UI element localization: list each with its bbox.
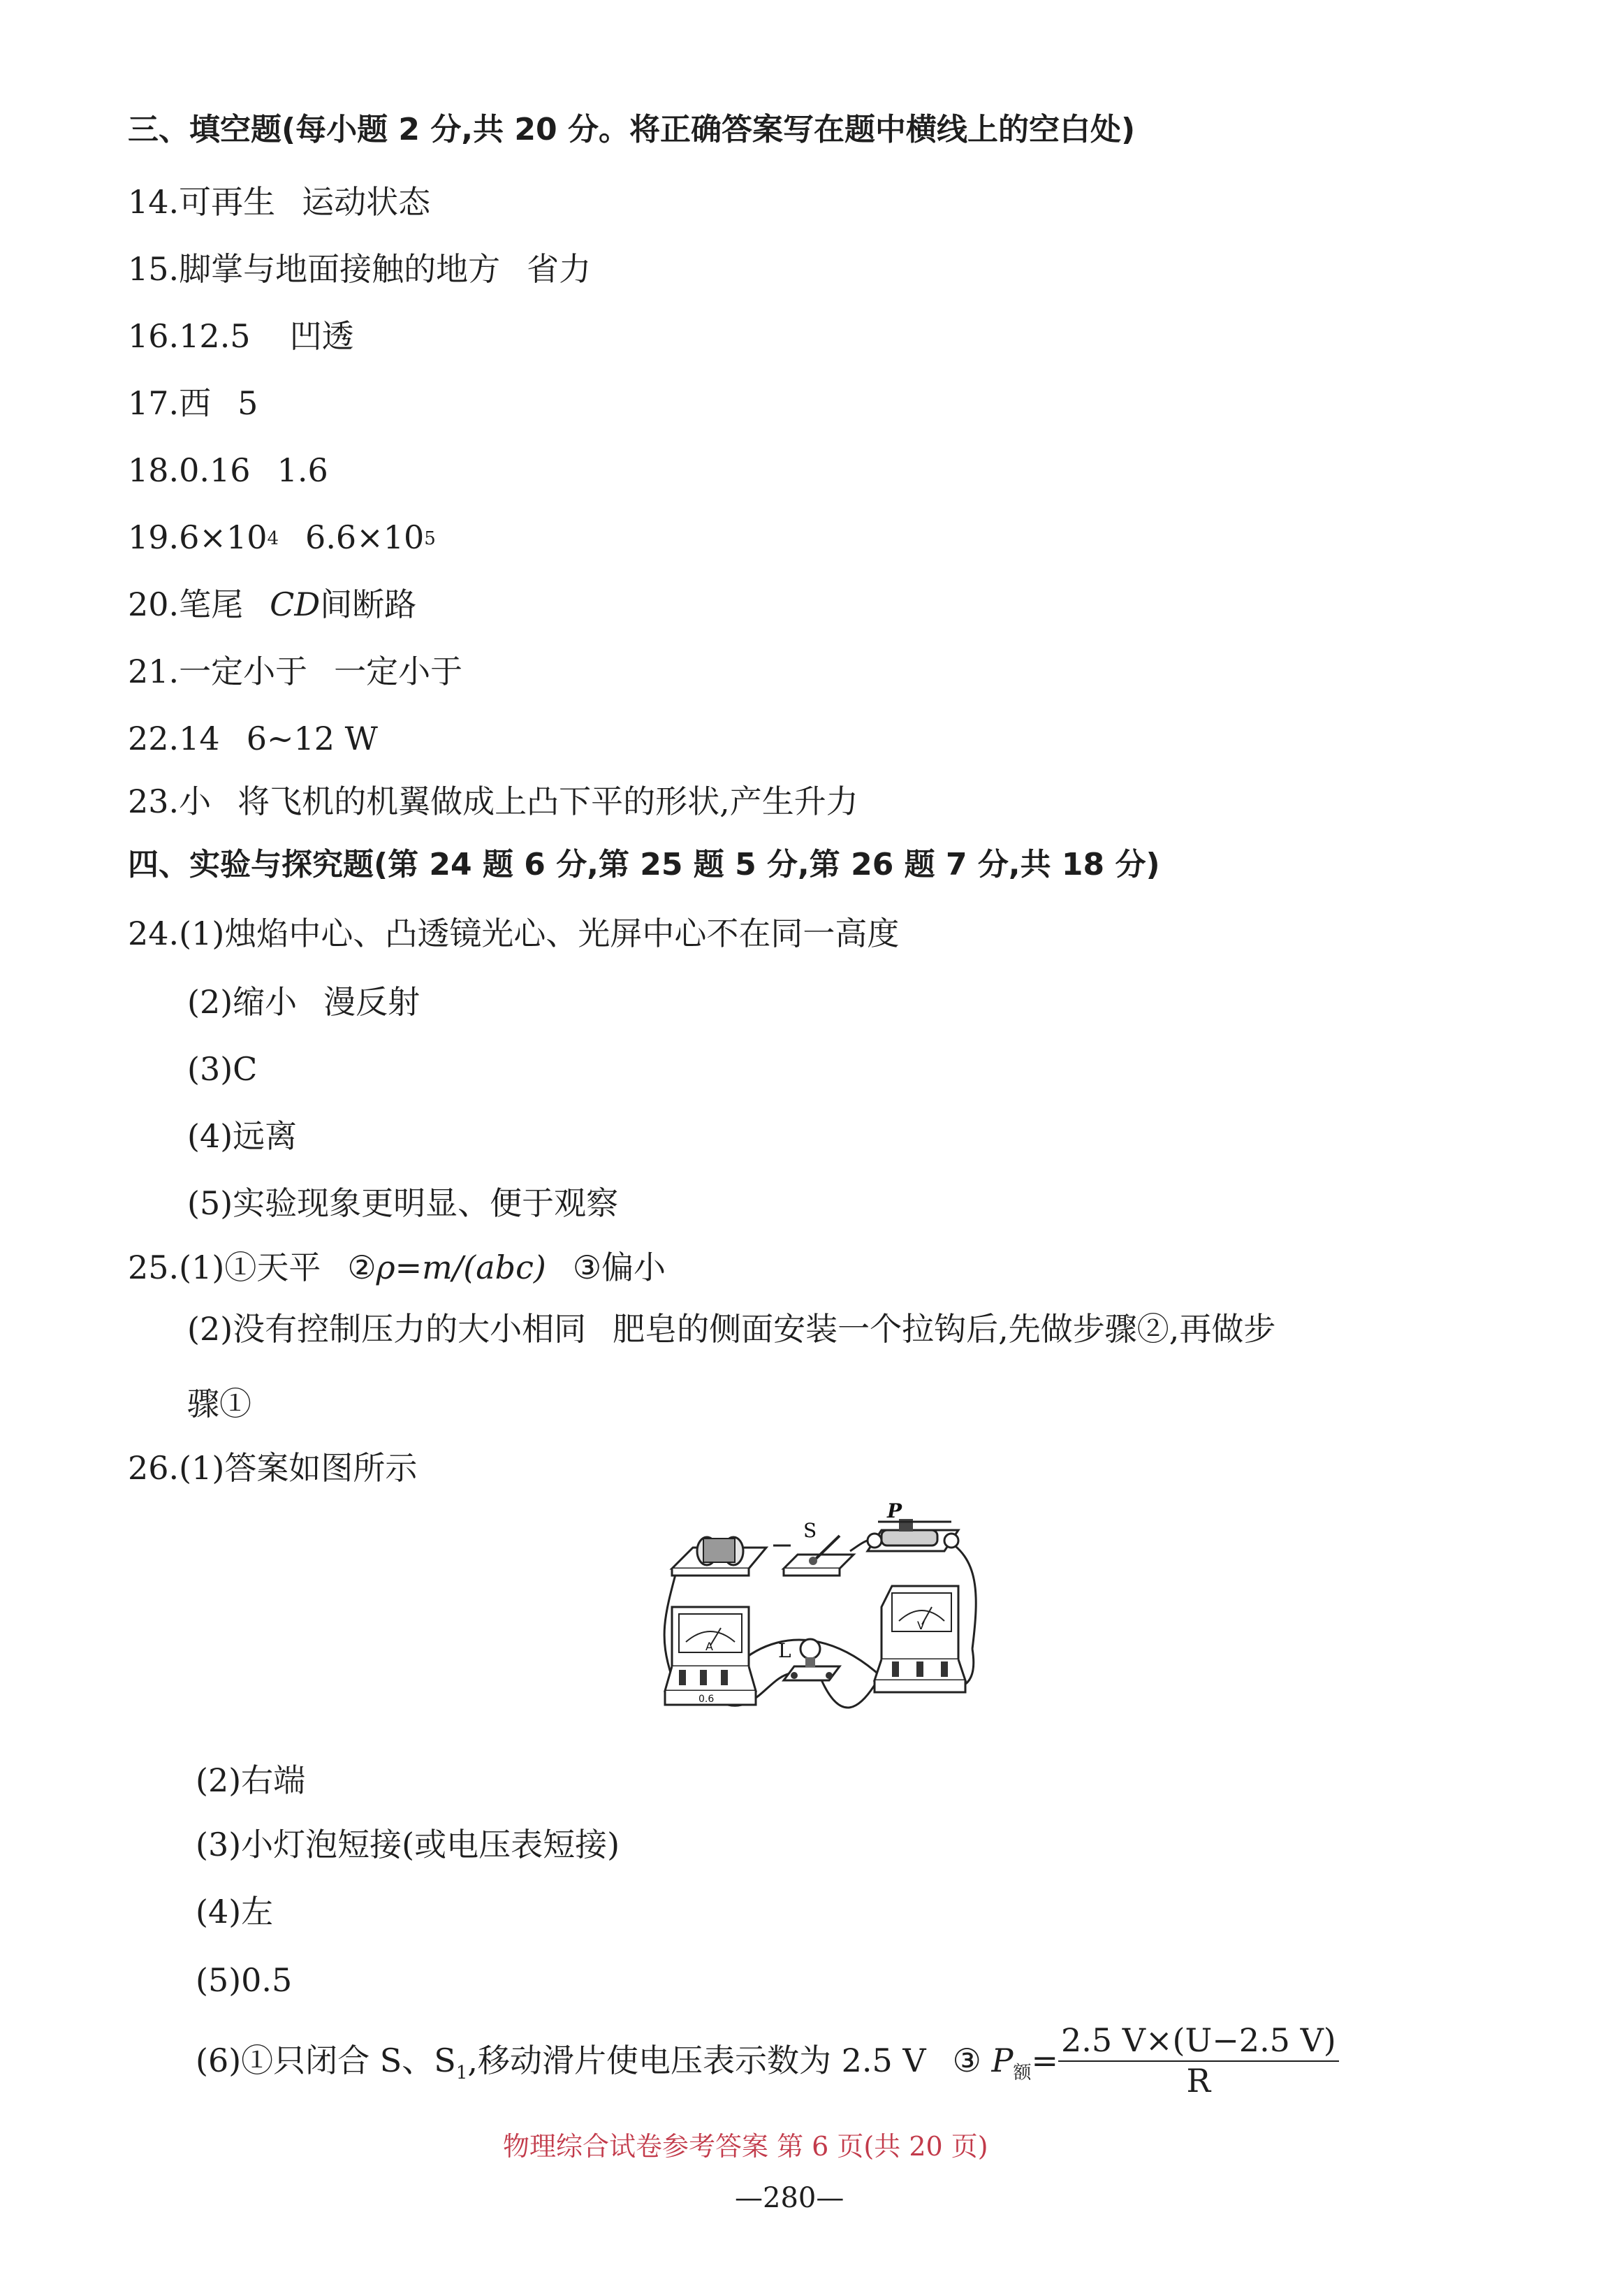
answer-26-6 — [196, 2022, 1339, 2104]
answer-part-a: 6×10 — [179, 518, 268, 556]
answer-24-1 — [128, 914, 899, 953]
power-fraction — [1058, 2021, 1339, 2100]
exponent: 5 — [424, 528, 436, 549]
voltmeter-label: V — [917, 1619, 925, 1632]
switch — [784, 1519, 854, 1576]
answer-25-1 — [128, 1248, 666, 1287]
section-4-heading: 四、实验与探究题(第 24 题 6 分,第 25 题 5 分,第 26 题 7 分,共 18 分) — [128, 847, 1160, 882]
switch-label: S — [803, 1519, 817, 1542]
answer-part-a: (2)没有控制压力的大小相同 — [187, 1310, 587, 1348]
answer-number: 20. — [128, 586, 180, 623]
fraction-denominator: R — [1186, 2062, 1211, 2100]
variable-cd: CD — [270, 586, 321, 623]
answer-part-b: 一定小于 — [334, 653, 463, 690]
answer-part-a: (2)缩小 — [187, 983, 298, 1021]
answer-25-2 — [187, 1309, 1275, 1348]
answer-part-b: 间断路 — [320, 586, 417, 623]
answer-19 — [128, 518, 436, 562]
subscript-rated: 额 — [1013, 2063, 1032, 2083]
voltmeter — [875, 1586, 965, 1692]
answer-part-b: 1.6 — [277, 451, 328, 489]
answer-part-a: 一定小于 — [179, 653, 308, 690]
answer-part-a: 14 — [179, 720, 220, 757]
answer-21 — [128, 652, 462, 691]
answer-26-3: (3)小灯泡短接(或电压表短接) — [196, 1826, 620, 1863]
answer-part-b: 6.6×10 — [305, 518, 425, 556]
bulb-label: L — [778, 1639, 791, 1662]
answer-24-4: (4)远离 — [187, 1117, 298, 1155]
answer-part-c: ③偏小 — [572, 1249, 666, 1286]
answer-17 — [128, 384, 258, 423]
circuit-diagram — [651, 1502, 979, 1726]
answer-part-a: 12.5 — [179, 317, 251, 355]
answer-number: 26. — [128, 1449, 180, 1487]
rheostat — [868, 1502, 958, 1551]
answer-number: 17. — [128, 384, 180, 422]
answer-part-b: 漫反射 — [323, 983, 420, 1021]
subscript: 1 — [455, 2063, 468, 2083]
answer-number: 23. — [128, 783, 180, 820]
answer-part-a: 脚掌与地面接触的地方 — [179, 250, 501, 288]
power-symbol: P — [991, 2042, 1014, 2079]
answer-part-a: 西 — [179, 384, 212, 422]
answer-number: 14. — [128, 183, 180, 221]
answer-15 — [128, 249, 591, 289]
answer-part-b: 将飞机的机翼做成上凸下平的形状,产生升力 — [237, 783, 858, 820]
answer-part-a: 可再生 — [179, 183, 276, 221]
answer-26-5: (5)0.5 — [196, 1961, 293, 1999]
battery-holder — [672, 1537, 766, 1576]
slider-label: P — [887, 1502, 902, 1522]
answer-part-b: 6~12 W — [246, 720, 378, 757]
ammeter-terminal-label: 0.6 — [698, 1694, 715, 1705]
answer-part-b: 肥皂的侧面安装一个拉钩后,先做步骤②,再做步 — [613, 1310, 1276, 1348]
fraction-numerator: 2.5 V×(U−2.5 V) — [1058, 2021, 1339, 2062]
ammeter-label: A — [705, 1640, 713, 1653]
page-number: —280— — [735, 2182, 844, 2214]
answer-14 — [128, 182, 430, 221]
answer-25-2-continued: 骤① — [187, 1385, 251, 1423]
answer-24-3: (3)C — [187, 1050, 258, 1088]
answer-22 — [128, 719, 378, 758]
ammeter — [665, 1607, 756, 1705]
answer-part-b: 运动状态 — [302, 183, 431, 221]
answer-number: 24. — [128, 915, 180, 952]
answer-text: (1)烛焰中心、凸透镜光心、光屏中心不在同一高度 — [179, 915, 900, 952]
answer-number: 21. — [128, 653, 180, 690]
answer-20 — [128, 585, 416, 624]
answer-part-b: 省力 — [527, 250, 592, 288]
answer-23 — [128, 782, 858, 821]
answer-part-b: 5 — [237, 384, 258, 422]
answer-16 — [128, 317, 354, 356]
exponent: 4 — [267, 528, 279, 549]
section-3-heading: 三、填空题(每小题 2 分,共 20 分。将正确答案写在题中横线上的空白处) — [128, 112, 1136, 147]
answer-26-1 — [128, 1448, 417, 1488]
answer-18 — [128, 451, 328, 490]
answer-part-c-marker: ③ — [952, 2042, 981, 2079]
answer-part-a: 笔尾 — [179, 586, 244, 623]
answer-part-a: 0.16 — [179, 451, 251, 489]
answer-text: (1)答案如图所示 — [179, 1449, 418, 1487]
answer-number: 19. — [128, 518, 180, 556]
answer-part-a-cont: ,移动滑片使电压表示数为 2.5 V — [467, 2042, 926, 2079]
answer-number: 15. — [128, 250, 180, 288]
density-formula: ρ=m/(abc) — [376, 1249, 546, 1286]
answer-number: 22. — [128, 720, 180, 757]
answer-26-4: (4)左 — [196, 1893, 274, 1930]
answer-number: 25. — [128, 1249, 180, 1286]
equals-sign: = — [1031, 2042, 1058, 2079]
page-footer: 物理综合试卷参考答案 第 6 页(共 20 页) — [503, 2131, 988, 2162]
answer-24-2 — [187, 982, 420, 1021]
answer-number: 18. — [128, 451, 180, 489]
answer-part-a: (1)①天平 — [179, 1249, 321, 1286]
answer-number: 16. — [128, 317, 180, 355]
answer-part-a: 小 — [179, 783, 212, 820]
answer-24-5: (5)实验现象更明显、便于观察 — [187, 1184, 619, 1222]
answer-part-b: 凹透 — [289, 317, 354, 355]
answer-part-b-marker: ② — [347, 1249, 376, 1286]
answer-part-a: (6)①只闭合 S、S — [196, 2042, 456, 2079]
answer-26-2: (2)右端 — [196, 1761, 306, 1799]
